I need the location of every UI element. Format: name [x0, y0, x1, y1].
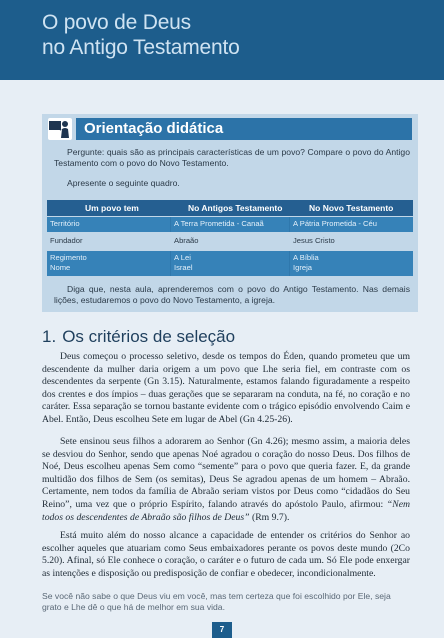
paragraph-text	[42, 436, 410, 524]
teacher-at-board-icon	[48, 118, 72, 140]
paragraph-text: Está muito além do nosso alcance a capacidade de entender os critérios do Senhor ao escolher aqueles que atuariam como Seus embaixadores perante os povos deste mundo (2Co 5.20). Afinal, só Ele conhece o coração, o caráter e o futuro de cada um. Só Ele pode enxergar as intenções e disposição ou predisposição de confiar e obedecer, incondicionalmente.	[42, 530, 410, 579]
box-title-bar	[76, 118, 412, 140]
section-title: Os critérios de seleção	[62, 327, 236, 346]
table-header-cell: Um povo tem	[85, 203, 139, 213]
body-paragraph-2	[42, 436, 410, 524]
table-header	[47, 200, 413, 216]
table-cell: Abraão	[174, 236, 199, 245]
table-cell: Fundador	[50, 236, 83, 245]
table-cell: Regimento Nome	[47, 251, 170, 276]
page-title-line1: O povo de Deus	[42, 11, 191, 34]
table-row	[47, 251, 413, 276]
bible-reference: (Rm 9.7).	[249, 511, 290, 523]
paragraph-text: Deus começou o processo seletivo, desde os tempos do Éden, quando prometeu que um descendente da mulher daria origem a um povo que Lhe seria fiel, em contraste com os descendentes da serpente (Gn 3.15). Naturalmente, estamos falando figuradamente a respeito dos crentes e dos ímpios – duas gerações que se separaram na conduta, na fé, no coração e no caráter. Essa separação se tornou bastante evidente com o trágico episódio envolvendo Caim e Abel. Então, Deus escolheu Sete em lugar de Abel (Gn 4.25-26).	[42, 351, 410, 425]
box-title: Orientação didática	[84, 120, 224, 137]
teaching-guidance-box	[42, 114, 418, 312]
table-cell: A Lei Israel	[171, 251, 289, 276]
table-cell: Território	[47, 217, 170, 232]
closing-note: Se você não sabe o que Deus viu em você, mas tem certeza que foi escolhido por Ele, seja grato e Lhe dê o que há de melhor em sua vida.	[42, 591, 391, 612]
table-row	[47, 234, 413, 249]
body-paragraph-3	[42, 530, 410, 580]
table-header-cell: No Novo Testamento	[309, 203, 394, 213]
page-header	[0, 0, 444, 80]
page-number: 7	[212, 622, 232, 638]
box-instruction: Apresente o seguinte quadro.	[67, 178, 180, 188]
table-cell: A Terra Prometida - Canaã	[171, 217, 289, 232]
body-paragraph-1	[42, 351, 410, 427]
box-closing: Diga que, nesta aula, aprenderemos com o povo do Antigo Testamento. Nas demais lições, estudaremos o povo do Novo Testamento, a igreja.	[54, 284, 410, 305]
page-title-line2: no Antigo Testamento	[42, 36, 240, 59]
section-number: 1.	[42, 327, 57, 346]
bible-quote: “Nem todos os descendentes de Abraão são filhos de Deus”	[42, 498, 410, 523]
table-cell: Jesus Cristo	[293, 236, 335, 245]
box-question: Pergunte: quais são as principais características de um povo? Compare o povo do Antigo Testamento com o povo do Novo Testamento.	[54, 147, 410, 168]
table-header-cell: No Antigos Testamento	[188, 203, 283, 213]
table-cell: A Bíblia Igreja	[290, 251, 413, 276]
page-title	[42, 10, 240, 60]
paragraph-main: Sete ensinou seus filhos a adorarem ao Senhor (Gn 4.26); mesmo assim, a maioria deles se desviou do Senhor, sendo que apenas Noé agradou o coração do nosso Deus. Dos filhos de Noé, Deus escolheu apenas Sem como “semente” para o povo que queria fazer. E, da grande multidão dos filhos de Sem (os semitas), Deus Se agradou apenas de um homem – Abraão. Certamente, nem todos da família de Abraão seriam vistos por Deus como “cidadãos do Seu Reino”, uma vez que o próprio Espírito, falando através do apóstolo Paulo, afirmou:	[42, 436, 410, 510]
table-row	[47, 217, 413, 232]
table-cell: A Pátria Prometida - Céu	[290, 217, 413, 232]
section-heading	[42, 327, 241, 347]
